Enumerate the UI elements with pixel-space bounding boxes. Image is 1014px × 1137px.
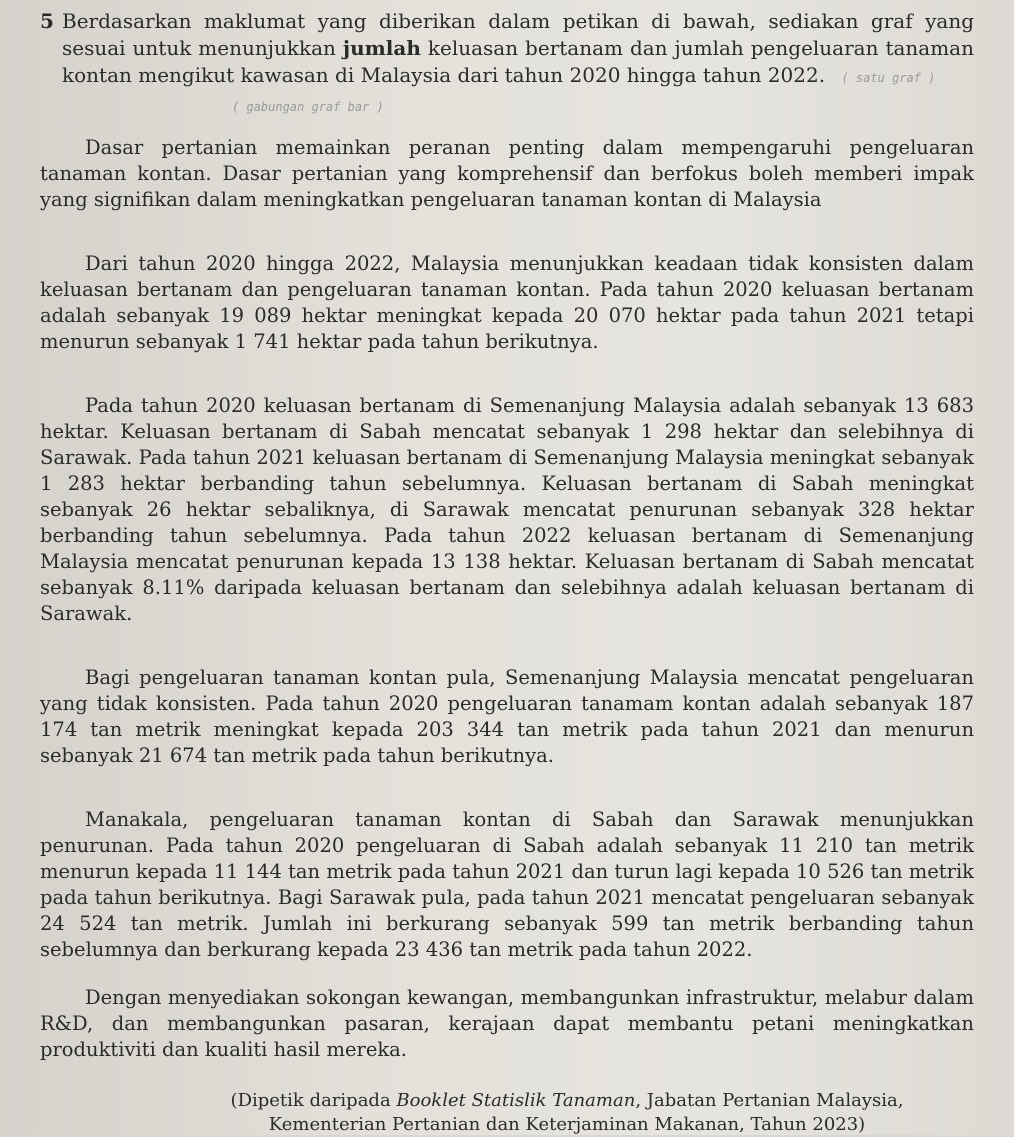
source-line-2: Kementerian Pertanian dan Keterjaminan Makanan, Tahun 2023) xyxy=(268,1114,866,1135)
question-text-end: keluasan bertanam dan jumlah pengeluaran tanaman kontan mengikut kawasan di Malaysia dari tahun 2020 hingga tahun 2022. xyxy=(62,36,974,87)
paragraph-3: Pada tahun 2020 keluasan bertanam di Semenanjung Malaysia adalah sebanyak 13 683 hektar. Keluasan bertanam di Sabah mencatat sebanyak 1 298 hektar dan selebihnya di Sarawak. Pada tahun 2021 keluasan bertanam di Semenanjung Malaysia meningkat sebanyak 1 283 hektar berbanding tahun sebelumnya. Keluasan bertanam di Sabah meningkat sebanyak 26 hektar sebaliknya, di Sarawak mencatat penurunan sebanyak 328 hektar berbanding tahun sebelumnya. Pada tahun 2022 keluasan bertanam di Semenanjung Malaysia mencatat penurunan kepada 13 138 hektar. Keluasan bertanam di Sabah mencatat sebanyak 8.11% daripada keluasan bertanam dan selebihnya adalah keluasan bertanam di Sarawak. xyxy=(40,394,974,625)
handwritten-note-2: ( gabungan graf bar ) xyxy=(232,100,384,114)
source-prefix: (Dipetik daripada xyxy=(230,1090,397,1111)
source-title: Booklet Statislik Tanaman xyxy=(396,1090,636,1111)
paragraph-5: Manakala, pengeluaran tanaman kontan di Sabah dan Sarawak menunjukkan penurunan. Pada tahun 2020 pengeluaran di Sabah adalah sebanyak 11 210 tan metrik menurun kepada 11 144 tan metrik pada tahun 2021 dan turun lagi kepada 10 526 tan metrik pada tahun berikutnya. Bagi Sarawak pula, pada tahun 2021 mencatat pengeluaran sebanyak 24 524 tan metrik. Jumlah ini berkurang sebanyak 599 tan metrik berbanding tahun sebelumnya dan berkurang kepada 23 436 tan metrik pada tahun 2022. xyxy=(40,808,974,961)
question-bold-word: jumlah xyxy=(342,36,421,60)
paragraph-4: Bagi pengeluaran tanaman kontan pula, Semenanjung Malaysia mencatat pengeluaran yang tidak konsisten. Pada tahun 2020 pengeluaran tanamam kontan adalah sebanyak 187 174 tan metrik meningkat kepada 203 344 tan metrik pada tahun 2021 dan menurun sebanyak 21 674 tan metrik pada tahun berikutnya. xyxy=(40,666,974,767)
paragraph-2: Dari tahun 2020 hingga 2022, Malaysia menunjukkan keadaan tidak konsisten dalam keluasan bertanam dan pengeluaran tanaman kontan. Pada tahun 2020 keluasan bertanam adalah sebanyak 19 089 hektar meningkat kepada 20 070 hektar pada tahun 2021 tetapi menurun sebanyak 1 741 hektar pada tahun berikutnya. xyxy=(40,252,974,353)
question-text xyxy=(62,8,974,121)
paragraph-1: Dasar pertanian memainkan peranan penting dalam mempengaruhi pengeluaran tanaman kontan. Dasar pertanian yang komprehensif dan berfokus boleh memberi impak yang signifikan dalam meningkatkan pengeluaran tanaman kontan di Malaysia xyxy=(40,136,974,211)
question-text-start: Berdasarkan maklumat yang diberikan dalam petikan di bawah, sediakan graf yang sesuai untuk menunjukkan xyxy=(62,9,974,60)
source-citation xyxy=(40,1089,974,1137)
source-suffix: , Jabatan Pertanian Malaysia, xyxy=(635,1090,904,1111)
question-number: 5 xyxy=(40,9,54,33)
paragraph-6: Dengan menyediakan sokongan kewangan, membangunkan infrastruktur, melabur dalam R&D, dan membangunkan pasaran, kerajaan dapat membantu petani meningkatkan produktiviti dan kualiti hasil mereka. xyxy=(40,986,974,1061)
source-line-1 xyxy=(160,1089,974,1113)
question-header xyxy=(40,8,974,121)
handwritten-note-1: ( satu graf ) xyxy=(841,71,936,85)
